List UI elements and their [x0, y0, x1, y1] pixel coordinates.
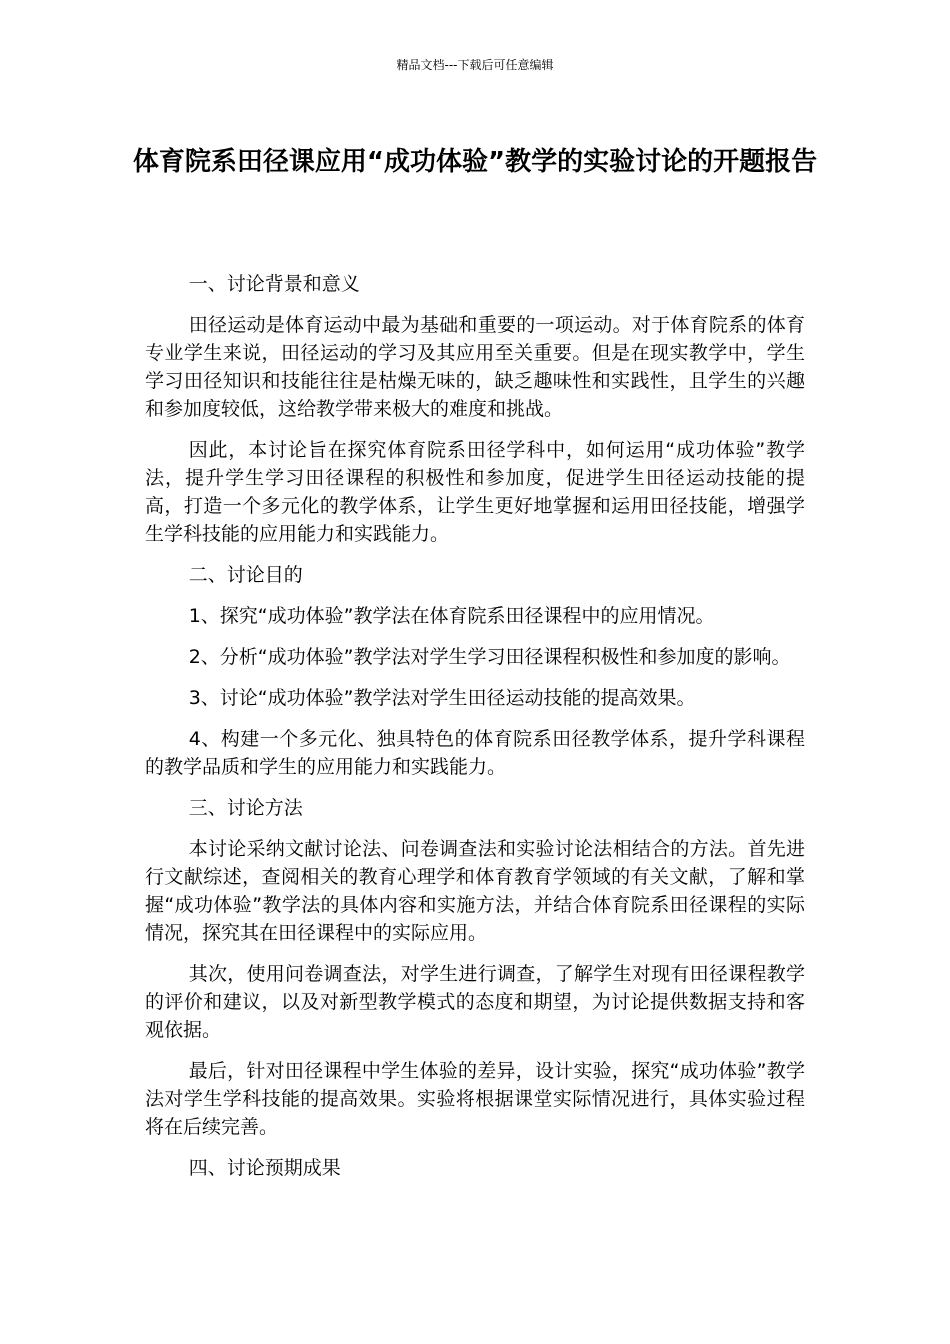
paragraph-method-3: 最后，针对田径课程中学生体验的差异，设计实验，探究“成功体验”教学法对学生学科技能的提高效果。实验将根据课堂实际情况进行，具体实验过程将在后续完善。 [145, 1060, 805, 1138]
purpose-item-4: 4、构建一个多元化、独具特色的体育院系田径教学体系，提升学科课程的教学品质和学生的应用能力和实践能力。 [145, 728, 805, 778]
purpose-item-2: 2、分析“成功体验”教学法对学生学习田径课程积极性和参加度的影响。 [188, 646, 791, 668]
paragraph-background-1: 田径运动是体育运动中最为基础和重要的一项运动。对于体育院系的体育专业学生来说，田径运动的学习及其应用至关重要。但是在现实教学中，学生学习田径知识和技能往往是枯燥无味的，缺乏趣味性和实践性，且学生的兴趣和参加度较低，这给教学带来极大的难度和挑战。 [145, 314, 805, 420]
paragraph-method-2: 其次，使用问卷调查法，对学生进行调查，了解学生对现有田径课程教学的评价和建议，以及对新型教学模式的态度和期望，为讨论提供数据支持和客观依据。 [145, 963, 805, 1041]
section-heading-outcomes: 四、讨论预期成果 [188, 1157, 341, 1179]
paragraph-background-2: 因此，本讨论旨在探究体育院系田径学科中，如何运用“成功体验”教学法，提升学生学习田径课程的积极性和参加度，促进学生田径运动技能的提高，打造一个多元化的教学体系，让学生更好地掌握和运用田径技能，增强学生学科技能的应用能力和实践能力。 [145, 439, 805, 545]
paragraph-method-1: 本讨论采纳文献讨论法、问卷调查法和实验讨论法相结合的方法。首先进行文献综述，查阅相关的教育心理学和体育教育学领域的有关文献，了解和掌握“成功体验”教学法的具体内容和实施方法，并结合体育院系田径课程的实际情况，探究其在田径课程中的实际应用。 [145, 838, 805, 944]
document-body [145, 270, 805, 1195]
header-note: 精品文档---下载后可任意编辑 [396, 58, 554, 72]
section-heading-method: 三、讨论方法 [188, 797, 303, 819]
section-heading-background: 一、讨论背景和意义 [188, 273, 360, 295]
purpose-item-3: 3、讨论“成功体验”教学法对学生田径运动技能的提高效果。 [188, 687, 696, 709]
document-title: 体育院系田径课应用“成功体验”教学的实验讨论的开题报告 [132, 147, 818, 177]
section-heading-purpose: 二、讨论目的 [188, 564, 303, 586]
purpose-item-1: 1、探究“成功体验”教学法在体育院系田径课程中的应用情况。 [188, 605, 715, 627]
